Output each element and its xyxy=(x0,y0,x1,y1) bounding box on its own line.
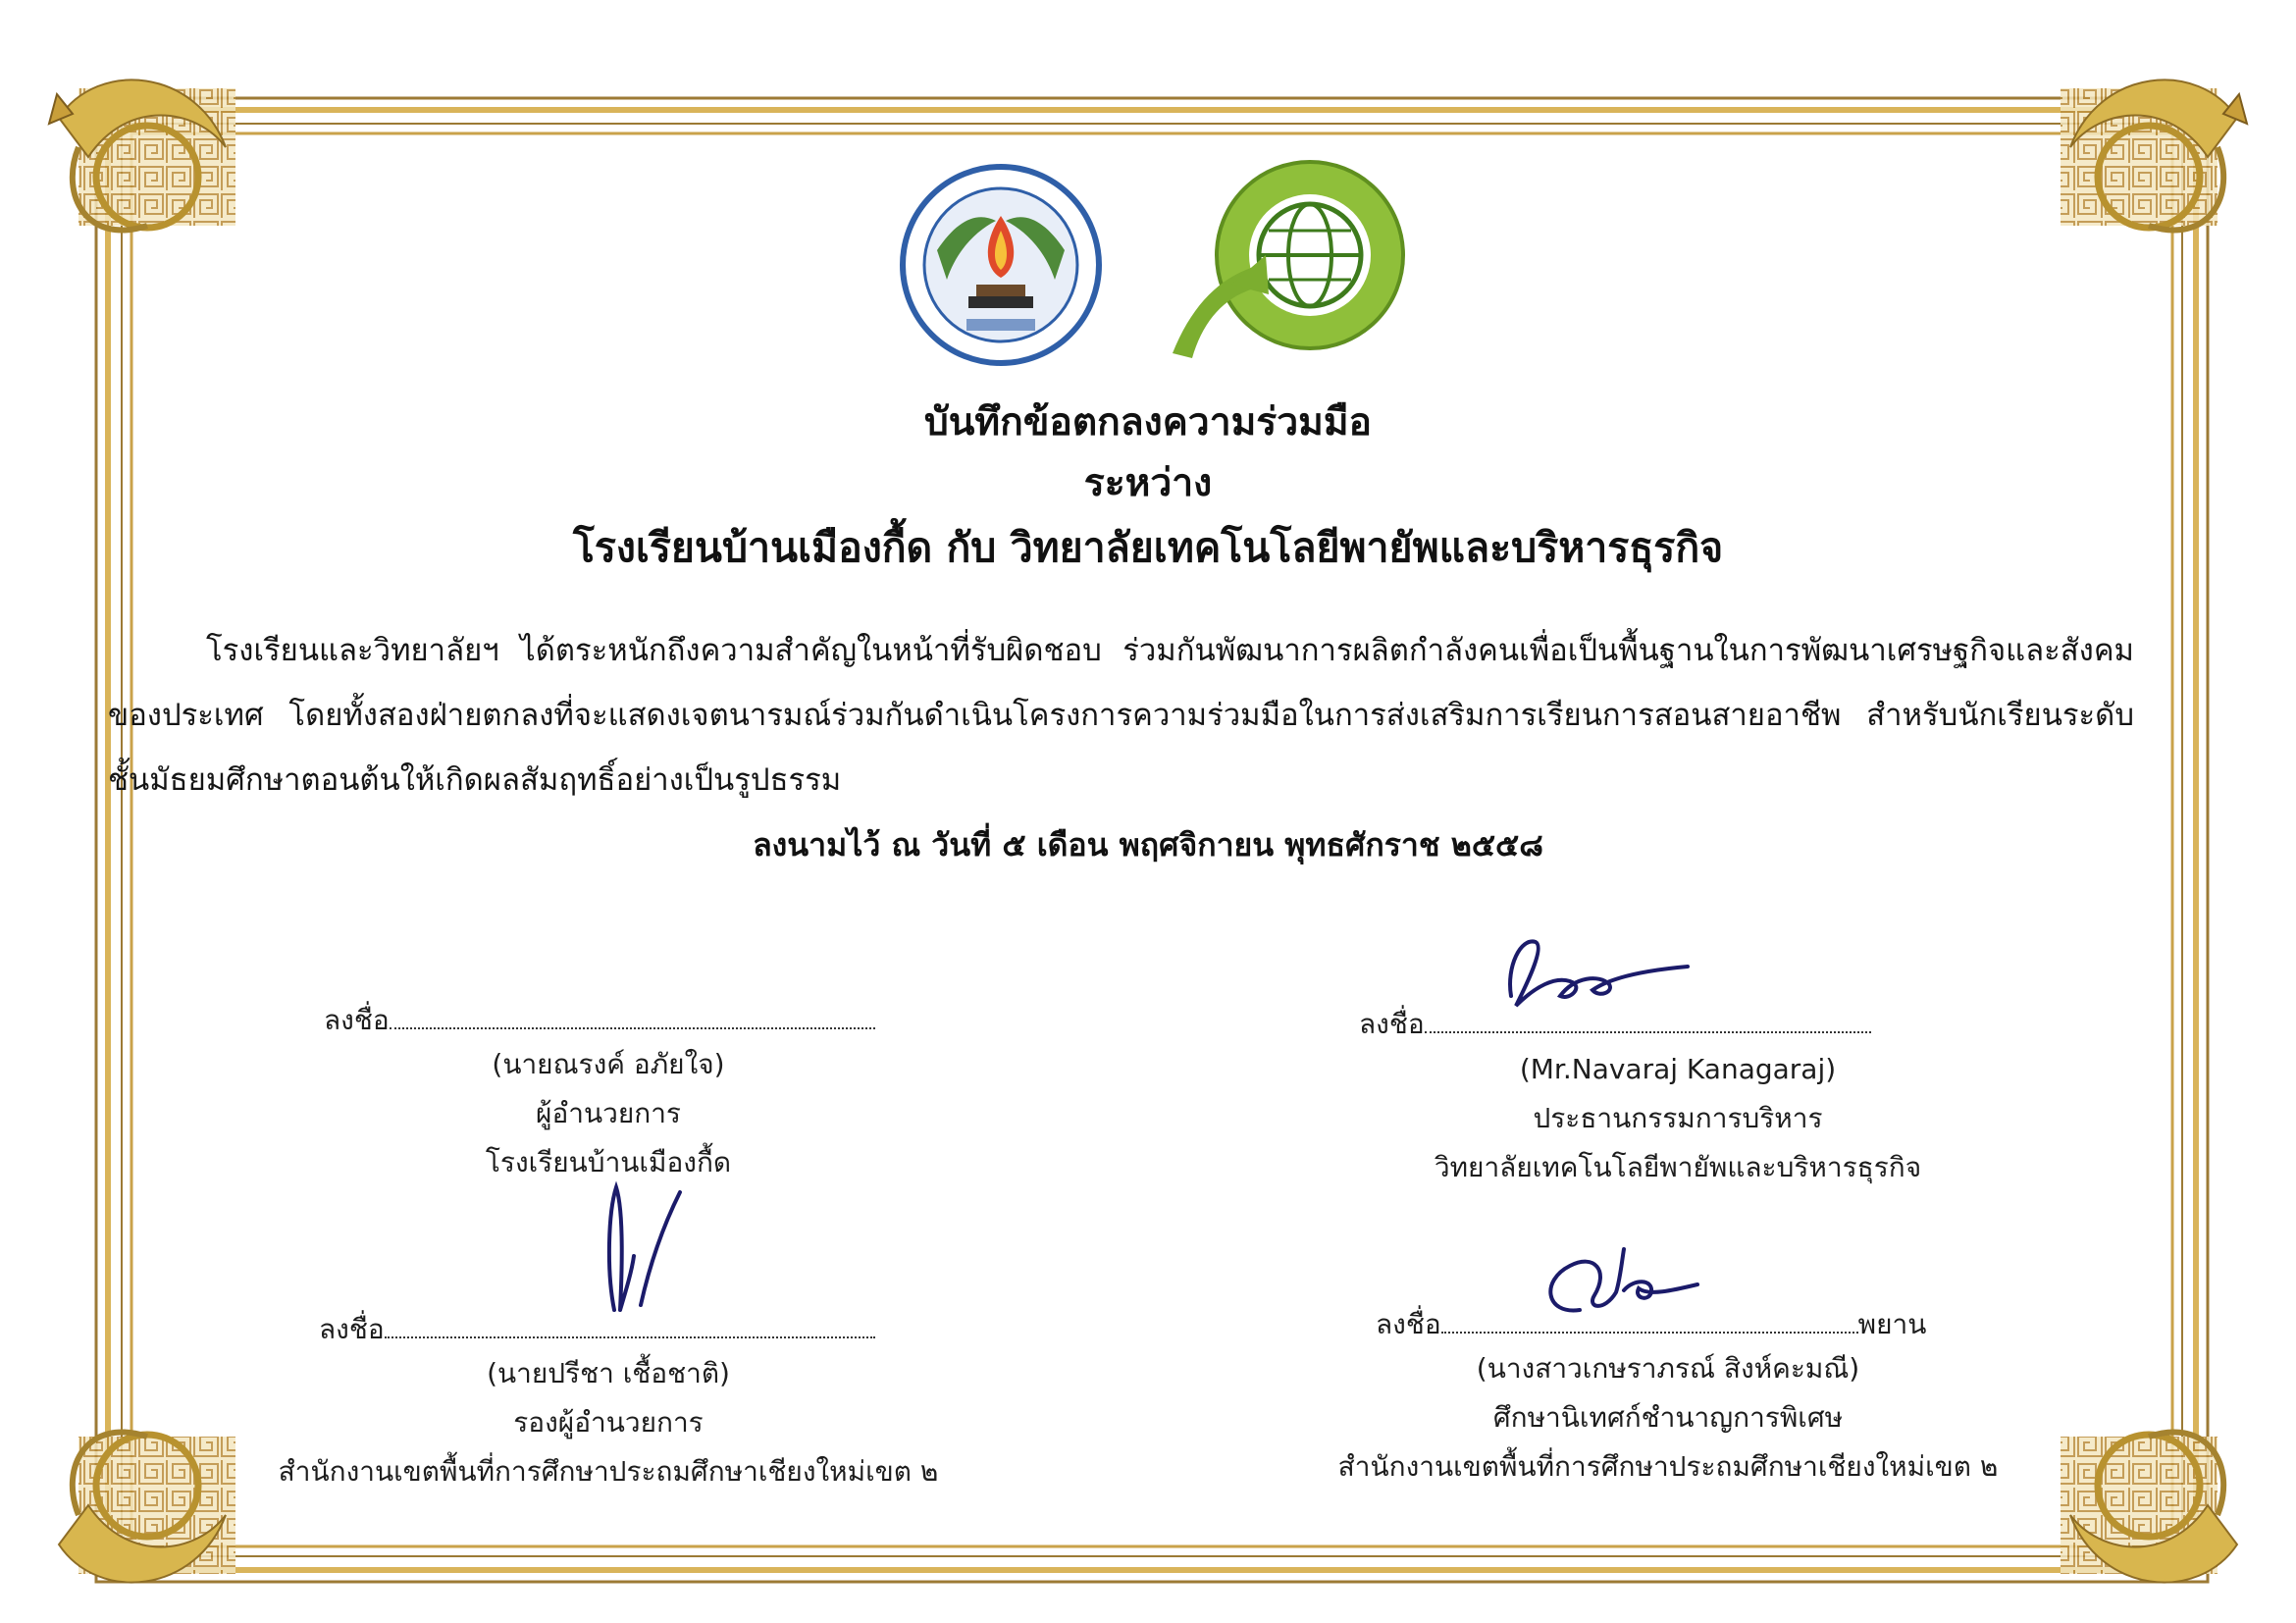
corner-ornament-top-right xyxy=(2061,79,2247,230)
signatory-block-top-left xyxy=(329,1040,888,1187)
title-block xyxy=(0,393,2296,581)
signatory-position: ผู้อำนวยการ xyxy=(536,1097,681,1129)
sign-line-bottom-right xyxy=(1376,1303,1926,1346)
signatory-name: (นายณรงค์ อภัยใจ) xyxy=(492,1048,725,1080)
signature-dotted-line xyxy=(390,1006,875,1029)
signatory-position: ศึกษานิเทศก์ชำนาญการพิเศษ xyxy=(1492,1401,1844,1434)
witness-label: พยาน xyxy=(1857,1308,1927,1340)
parties-line: โรงเรียนบ้านเมืองกื้ด กับ วิทยาลัยเทคโนโลยีพายัพและบริหารธุรกิจ xyxy=(572,524,1724,571)
agreement-body: โรงเรียนและวิทยาลัยฯ ได้ตระหนักถึงความสำคัญในหน้าที่รับผิดชอบ ร่วมกันพัฒนาการผลิตกำลังคนเพื่อเป็นพื้นฐานในการพัฒนาเศรษฐกิจและสังคมของประเทศ โดยทั้งสองฝ่ายตกลงที่จะแสดงเจตนารมณ์ร่วมกันดำเนินโครงการความร่วมมือในการส่งเสริมการเรียนการสอนสายอาชีพ สำหรับนักเรียนระดับชั้นมัธยมศึกษาตอนต้นให้เกิดผลสัมฤทธิ์อย่างเป็นรูปธรรม xyxy=(108,633,2134,798)
corner-ornament-bottom-right xyxy=(2061,1432,2237,1582)
corner-ornament-top-left xyxy=(49,79,235,230)
signatory-organization: โรงเรียนบ้านเมืองกื้ด xyxy=(485,1146,732,1178)
signatory-name: (นายปรีชา เชื้อชาติ) xyxy=(487,1357,730,1389)
college-logo xyxy=(1153,157,1423,373)
between-label: ระหว่าง xyxy=(1083,461,1213,505)
sign-label: ลงชื่อ xyxy=(1359,1008,1425,1040)
signatory-position: ประธานกรรมการบริหาร xyxy=(1533,1102,1823,1134)
sign-line-bottom-left xyxy=(319,1308,875,1351)
handwritten-signature-bottom-left xyxy=(587,1173,695,1320)
sign-label: ลงชื่อ xyxy=(319,1313,385,1345)
signatory-name: (นางสาวเกษราภรณ์ สิงห์คะมณี) xyxy=(1476,1352,1860,1385)
sign-label: ลงชื่อ xyxy=(324,1004,390,1036)
document-title: บันทึกข้อตกลงความร่วมมือ xyxy=(924,400,1372,445)
signatory-organization: วิทยาลัยเทคโนโลยีพายัพและบริหารธุรกิจ xyxy=(1434,1151,1922,1183)
signature-dotted-line xyxy=(385,1315,875,1338)
signatory-organization: สำนักงานเขตพื้นที่การศึกษาประถมศึกษาเชียงใหม่เขต ๒ xyxy=(1337,1450,1999,1483)
signatory-block-top-right xyxy=(1374,1045,1982,1192)
sign-label: ลงชื่อ xyxy=(1376,1308,1441,1340)
signatory-block-bottom-right xyxy=(1295,1344,2041,1492)
signatory-block-bottom-left xyxy=(245,1349,971,1496)
signatory-organization: สำนักงานเขตพื้นที่การศึกษาประถมศึกษาเชียงใหม่เขต ๒ xyxy=(278,1455,939,1488)
sign-line-top-left xyxy=(324,999,875,1042)
signature-dotted-line xyxy=(1425,1010,1871,1033)
signatory-name: (Mr.Navaraj Kanagaraj) xyxy=(1519,1053,1837,1085)
signature-dotted-line xyxy=(1441,1310,1858,1334)
sign-line-top-right xyxy=(1359,1003,1871,1046)
signed-date: ลงนามไว้ ณ วันที่ ๕ เดือน พฤศจิกายน พุทธศักราช ๒๕๕๘ xyxy=(753,826,1543,864)
school-logo xyxy=(898,162,1104,368)
signatory-position: รองผู้อำนวยการ xyxy=(513,1406,704,1439)
corner-ornament-bottom-left xyxy=(59,1432,235,1582)
